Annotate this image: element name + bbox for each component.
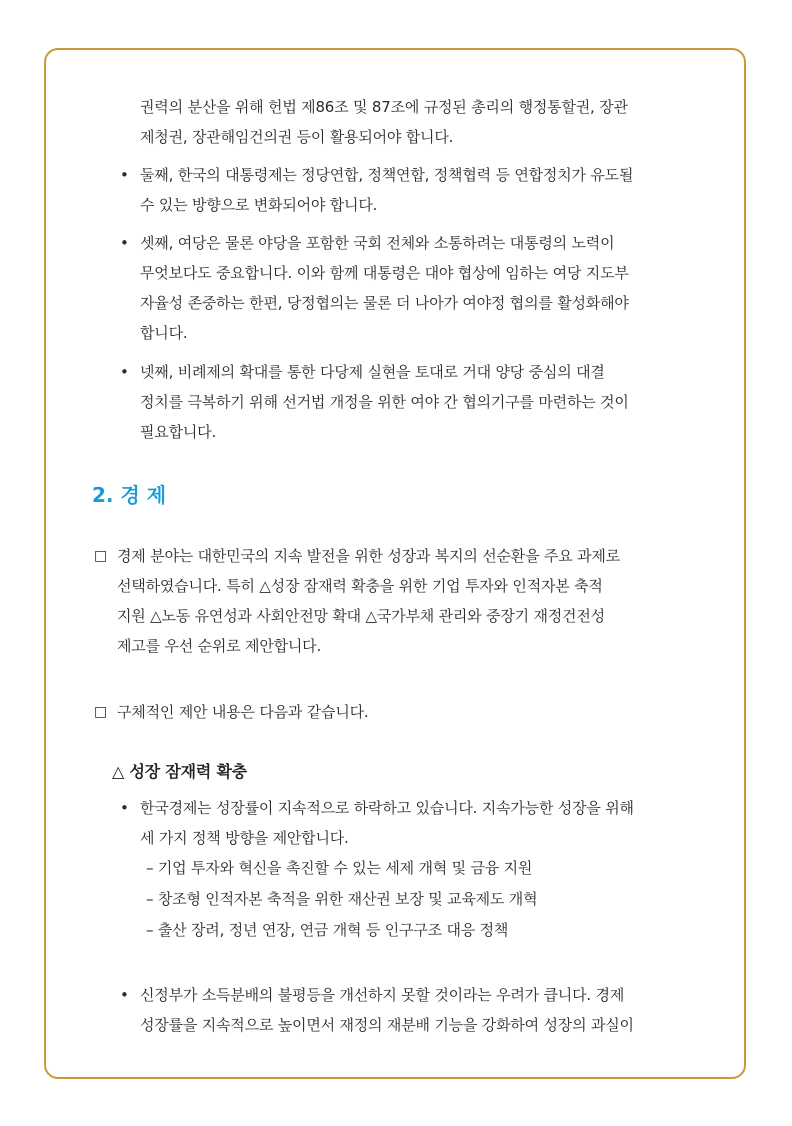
box-paragraph: [117, 541, 700, 661]
dash-item: – 창조형 인적자본 축적을 위한 재산권 보장 및 교육제도 개혁: [146, 890, 538, 908]
text-line: 구체적인 제안 내용은 다음과 같습니다.: [117, 703, 369, 721]
text-line: 권력의 분산을 위해 헌법 제86조 및 87조에 규정된 총리의 행정통할권, 장관: [140, 98, 628, 116]
text-line: 세 가지 정책 방향을 제안합니다.: [140, 829, 349, 847]
text-line: 선택하였습니다. 특히 △성장 잠재력 확충을 위한 기업 투자와 인적자본 축적: [117, 577, 603, 595]
bullet-marker: •: [120, 799, 129, 817]
bullet-item: [140, 160, 700, 220]
text-line: 자율성 존중하는 한편, 당정협의는 물론 더 나아가 여야정 협의를 활성화해야: [140, 294, 629, 312]
text-line: 넷째, 비례제의 확대를 통한 다당제 실현을 토대로 거대 양당 중심의 대결: [140, 363, 605, 381]
text-line: 한국경제는 성장률이 지속적으로 하락하고 있습니다. 지속가능한 성장을 위해: [140, 799, 634, 817]
sub-heading: △ 성장 잠재력 확충: [112, 762, 248, 781]
dash-item: – 출산 장려, 정년 연장, 연금 개혁 등 인구구조 대응 정책: [146, 921, 509, 939]
paragraph-continuation: [140, 92, 700, 152]
box-marker: □: [94, 704, 108, 720]
text-line: 성장률을 지속적으로 높이면서 재정의 재분배 기능을 강화하여 성장의 과실이: [140, 1016, 634, 1034]
text-line: 제청권, 장관해임건의권 등이 활용되어야 합니다.: [140, 128, 454, 146]
bullet-item: [140, 357, 700, 447]
text-line: 무엇보다도 중요합니다. 이와 함께 대통령은 대야 협상에 임하는 여당 지도부: [140, 264, 629, 282]
text-line: 정치를 극복하기 위해 선거법 개정을 위한 여야 간 협의기구를 마련하는 것이: [140, 393, 629, 411]
bullet-item: [140, 228, 700, 348]
text-line: 셋째, 여당은 물론 야당을 포함한 국회 전체와 소통하려는 대통령의 노력이: [140, 234, 615, 252]
bullet-marker: •: [120, 234, 129, 252]
text-line: 필요합니다.: [140, 423, 217, 441]
bullet-marker: •: [120, 363, 129, 381]
text-line: 지원 △노동 유연성과 사회안전망 확대 △국가부채 관리와 중장기 재정건전성: [117, 607, 605, 625]
bullet-marker: •: [120, 166, 129, 184]
text-line: 신정부가 소득분배의 불평등을 개선하지 못할 것이라는 우려가 큽니다. 경제: [140, 986, 625, 1004]
bullet-item: [140, 980, 700, 1040]
section-heading: 2. 경 제: [92, 483, 167, 507]
text-line: 제고를 우선 순위로 제안합니다.: [117, 637, 322, 655]
text-line: 경제 분야는 대한민국의 지속 발전을 위한 성장과 복지의 선순환을 주요 과제로: [117, 547, 620, 565]
dash-item: – 기업 투자와 혁신을 촉진할 수 있는 세제 개혁 및 금융 지원: [146, 859, 533, 877]
box-paragraph: [117, 697, 700, 727]
text-line: 수 있는 방향으로 변화되어야 합니다.: [140, 196, 378, 214]
text-line: 합니다.: [140, 324, 188, 342]
box-marker: □: [94, 548, 108, 564]
bullet-marker: •: [120, 986, 129, 1004]
text-line: 둘째, 한국의 대통령제는 정당연합, 정책연합, 정책협력 등 연합정치가 유도될: [140, 166, 634, 184]
bullet-item: [140, 793, 700, 853]
